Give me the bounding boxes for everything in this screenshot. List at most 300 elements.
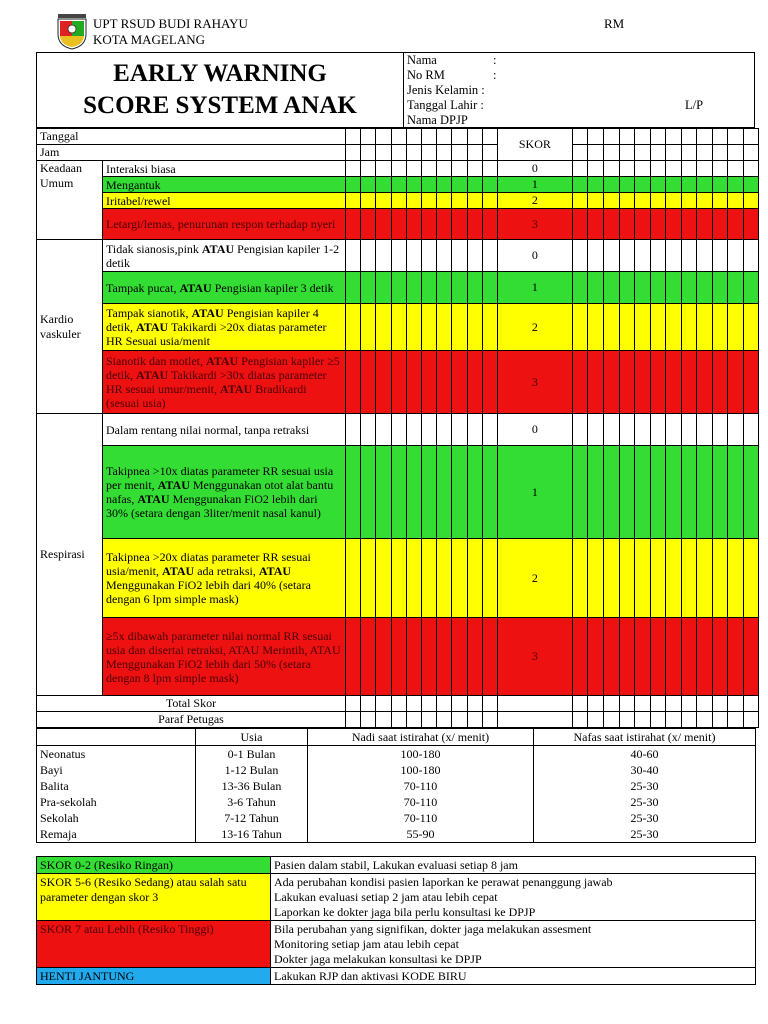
score-entry-cell[interactable]	[482, 177, 497, 193]
score-entry-cell[interactable]	[619, 161, 635, 177]
score-entry-cell[interactable]	[421, 351, 436, 414]
tanggal-entry-cell[interactable]	[697, 129, 713, 145]
score-entry-cell[interactable]	[619, 304, 635, 351]
score-entry-cell[interactable]	[467, 539, 482, 618]
score-entry-cell[interactable]	[588, 272, 604, 304]
jam-entry-cell[interactable]	[482, 145, 497, 161]
score-entry-cell[interactable]	[406, 304, 421, 351]
score-entry-cell[interactable]	[391, 193, 406, 209]
paraf-petugas-label-entry-cell[interactable]	[437, 712, 452, 728]
score-entry-cell[interactable]	[361, 161, 376, 177]
score-entry-cell[interactable]	[482, 272, 497, 304]
score-entry-cell[interactable]	[666, 446, 682, 539]
jam-entry-cell[interactable]	[712, 145, 728, 161]
total-skor-label-entry-cell[interactable]	[635, 696, 651, 712]
total-skor-label-entry-cell[interactable]	[361, 696, 376, 712]
jam-entry-cell[interactable]	[619, 145, 635, 161]
paraf-petugas-label-entry-cell[interactable]	[391, 712, 406, 728]
score-entry-cell[interactable]	[467, 193, 482, 209]
score-entry-cell[interactable]	[482, 161, 497, 177]
score-entry-cell[interactable]	[650, 193, 666, 209]
score-entry-cell[interactable]	[391, 304, 406, 351]
score-entry-cell[interactable]	[588, 618, 604, 696]
score-entry-cell[interactable]	[421, 414, 436, 446]
score-entry-cell[interactable]	[712, 193, 728, 209]
score-entry-cell[interactable]	[619, 193, 635, 209]
score-entry-cell[interactable]	[603, 240, 619, 272]
score-entry-cell[interactable]	[572, 209, 588, 240]
score-entry-cell[interactable]	[346, 539, 361, 618]
score-entry-cell[interactable]	[391, 240, 406, 272]
score-entry-cell[interactable]	[728, 539, 744, 618]
paraf-petugas-label-entry-cell[interactable]	[666, 712, 682, 728]
score-entry-cell[interactable]	[588, 209, 604, 240]
jam-entry-cell[interactable]	[572, 145, 588, 161]
score-entry-cell[interactable]	[743, 304, 759, 351]
score-entry-cell[interactable]	[619, 414, 635, 446]
paraf-petugas-label-entry-cell[interactable]	[572, 712, 588, 728]
total-skor-label-entry-cell[interactable]	[650, 696, 666, 712]
score-entry-cell[interactable]	[437, 193, 452, 209]
score-entry-cell[interactable]	[376, 240, 391, 272]
score-entry-cell[interactable]	[361, 272, 376, 304]
score-entry-cell[interactable]	[437, 177, 452, 193]
score-entry-cell[interactable]	[452, 446, 467, 539]
total-skor-label-entry-cell[interactable]	[482, 696, 497, 712]
score-entry-cell[interactable]	[467, 618, 482, 696]
total-skor-label-entry-cell[interactable]	[391, 696, 406, 712]
score-entry-cell[interactable]	[619, 209, 635, 240]
score-entry-cell[interactable]	[376, 209, 391, 240]
score-entry-cell[interactable]	[437, 618, 452, 696]
score-entry-cell[interactable]	[635, 193, 651, 209]
score-entry-cell[interactable]	[743, 446, 759, 539]
score-entry-cell[interactable]	[681, 209, 697, 240]
score-entry-cell[interactable]	[376, 161, 391, 177]
score-entry-cell[interactable]	[712, 240, 728, 272]
score-entry-cell[interactable]	[619, 177, 635, 193]
score-entry-cell[interactable]	[635, 209, 651, 240]
score-entry-cell[interactable]	[376, 539, 391, 618]
score-entry-cell[interactable]	[467, 351, 482, 414]
paraf-petugas-label-entry-cell[interactable]	[482, 712, 497, 728]
score-entry-cell[interactable]	[650, 351, 666, 414]
total-skor-label-entry-cell[interactable]	[406, 696, 421, 712]
score-entry-cell[interactable]	[603, 177, 619, 193]
score-entry-cell[interactable]	[406, 272, 421, 304]
score-entry-cell[interactable]	[666, 539, 682, 618]
jam-entry-cell[interactable]	[697, 145, 713, 161]
score-entry-cell[interactable]	[635, 351, 651, 414]
score-entry-cell[interactable]	[697, 161, 713, 177]
score-entry-cell[interactable]	[361, 177, 376, 193]
score-entry-cell[interactable]	[743, 351, 759, 414]
score-entry-cell[interactable]	[743, 414, 759, 446]
score-entry-cell[interactable]	[681, 240, 697, 272]
score-entry-cell[interactable]	[666, 618, 682, 696]
score-entry-cell[interactable]	[437, 272, 452, 304]
score-entry-cell[interactable]	[572, 272, 588, 304]
score-entry-cell[interactable]	[391, 618, 406, 696]
score-entry-cell[interactable]	[588, 351, 604, 414]
score-entry-cell[interactable]	[650, 539, 666, 618]
score-entry-cell[interactable]	[437, 414, 452, 446]
score-entry-cell[interactable]	[482, 539, 497, 618]
total-skor-label-entry-cell[interactable]	[452, 696, 467, 712]
score-entry-cell[interactable]	[728, 177, 744, 193]
score-entry-cell[interactable]	[391, 539, 406, 618]
score-entry-cell[interactable]	[452, 272, 467, 304]
score-entry-cell[interactable]	[361, 193, 376, 209]
tanggal-entry-cell[interactable]	[712, 129, 728, 145]
score-entry-cell[interactable]	[406, 193, 421, 209]
tanggal-entry-cell[interactable]	[728, 129, 744, 145]
score-entry-cell[interactable]	[588, 304, 604, 351]
score-entry-cell[interactable]	[619, 618, 635, 696]
score-entry-cell[interactable]	[406, 177, 421, 193]
tanggal-entry-cell[interactable]	[743, 129, 759, 145]
tanggal-entry-cell[interactable]	[361, 129, 376, 145]
score-entry-cell[interactable]	[346, 414, 361, 446]
score-entry-cell[interactable]	[452, 193, 467, 209]
paraf-petugas-label-entry-cell[interactable]	[376, 712, 391, 728]
paraf-petugas-label-entry-cell[interactable]	[681, 712, 697, 728]
score-entry-cell[interactable]	[743, 272, 759, 304]
score-entry-cell[interactable]	[482, 618, 497, 696]
score-entry-cell[interactable]	[650, 209, 666, 240]
score-entry-cell[interactable]	[406, 209, 421, 240]
jam-entry-cell[interactable]	[437, 145, 452, 161]
score-entry-cell[interactable]	[697, 272, 713, 304]
score-entry-cell[interactable]	[728, 272, 744, 304]
score-entry-cell[interactable]	[346, 351, 361, 414]
score-entry-cell[interactable]	[712, 177, 728, 193]
score-entry-cell[interactable]	[681, 539, 697, 618]
score-entry-cell[interactable]	[650, 177, 666, 193]
score-entry-cell[interactable]	[666, 414, 682, 446]
paraf-petugas-label-entry-cell[interactable]	[361, 712, 376, 728]
score-entry-cell[interactable]	[572, 177, 588, 193]
score-entry-cell[interactable]	[572, 304, 588, 351]
paraf-petugas-label-entry-cell[interactable]	[619, 712, 635, 728]
score-entry-cell[interactable]	[619, 240, 635, 272]
score-entry-cell[interactable]	[452, 539, 467, 618]
paraf-petugas-label-entry-cell[interactable]	[603, 712, 619, 728]
score-entry-cell[interactable]	[681, 351, 697, 414]
score-entry-cell[interactable]	[681, 446, 697, 539]
score-entry-cell[interactable]	[376, 272, 391, 304]
score-entry-cell[interactable]	[681, 177, 697, 193]
score-entry-cell[interactable]	[346, 240, 361, 272]
total-skor-label-entry-cell[interactable]	[603, 696, 619, 712]
score-entry-cell[interactable]	[346, 304, 361, 351]
score-entry-cell[interactable]	[697, 618, 713, 696]
total-skor-label-entry-cell[interactable]	[572, 696, 588, 712]
score-entry-cell[interactable]	[666, 161, 682, 177]
score-entry-cell[interactable]	[376, 177, 391, 193]
score-entry-cell[interactable]	[697, 351, 713, 414]
tanggal-entry-cell[interactable]	[346, 129, 361, 145]
score-entry-cell[interactable]	[603, 304, 619, 351]
score-entry-cell[interactable]	[681, 618, 697, 696]
jam-entry-cell[interactable]	[452, 145, 467, 161]
score-entry-cell[interactable]	[588, 193, 604, 209]
score-entry-cell[interactable]	[376, 351, 391, 414]
score-entry-cell[interactable]	[728, 161, 744, 177]
score-entry-cell[interactable]	[391, 446, 406, 539]
score-entry-cell[interactable]	[437, 209, 452, 240]
score-entry-cell[interactable]	[452, 209, 467, 240]
score-entry-cell[interactable]	[361, 618, 376, 696]
score-entry-cell[interactable]	[650, 446, 666, 539]
score-entry-cell[interactable]	[666, 240, 682, 272]
score-entry-cell[interactable]	[421, 446, 436, 539]
score-entry-cell[interactable]	[603, 272, 619, 304]
score-entry-cell[interactable]	[346, 446, 361, 539]
score-entry-cell[interactable]	[603, 193, 619, 209]
total-skor-label-entry-cell[interactable]	[666, 696, 682, 712]
score-entry-cell[interactable]	[482, 414, 497, 446]
score-entry-cell[interactable]	[588, 161, 604, 177]
score-entry-cell[interactable]	[452, 161, 467, 177]
paraf-petugas-label-entry-cell[interactable]	[697, 712, 713, 728]
tanggal-entry-cell[interactable]	[467, 129, 482, 145]
tanggal-entry-cell[interactable]	[406, 129, 421, 145]
score-entry-cell[interactable]	[603, 161, 619, 177]
jam-entry-cell[interactable]	[467, 145, 482, 161]
score-entry-cell[interactable]	[467, 177, 482, 193]
score-entry-cell[interactable]	[391, 272, 406, 304]
score-entry-cell[interactable]	[650, 161, 666, 177]
score-entry-cell[interactable]	[728, 414, 744, 446]
score-entry-cell[interactable]	[391, 209, 406, 240]
score-entry-cell[interactable]	[346, 193, 361, 209]
score-entry-cell[interactable]	[406, 351, 421, 414]
tanggal-entry-cell[interactable]	[666, 129, 682, 145]
score-entry-cell[interactable]	[588, 539, 604, 618]
score-entry-cell[interactable]	[712, 618, 728, 696]
score-entry-cell[interactable]	[452, 304, 467, 351]
score-entry-cell[interactable]	[666, 177, 682, 193]
total-skor-label-entry-cell[interactable]	[376, 696, 391, 712]
score-entry-cell[interactable]	[572, 618, 588, 696]
score-entry-cell[interactable]	[635, 161, 651, 177]
score-entry-cell[interactable]	[361, 209, 376, 240]
score-entry-cell[interactable]	[437, 304, 452, 351]
score-entry-cell[interactable]	[467, 446, 482, 539]
score-entry-cell[interactable]	[743, 539, 759, 618]
score-entry-cell[interactable]	[697, 414, 713, 446]
score-entry-cell[interactable]	[619, 351, 635, 414]
score-entry-cell[interactable]	[666, 193, 682, 209]
total-skor-label-entry-cell[interactable]	[681, 696, 697, 712]
score-entry-cell[interactable]	[728, 209, 744, 240]
paraf-petugas-label-entry-cell[interactable]	[346, 712, 361, 728]
score-entry-cell[interactable]	[743, 209, 759, 240]
score-entry-cell[interactable]	[376, 446, 391, 539]
tanggal-entry-cell[interactable]	[376, 129, 391, 145]
score-entry-cell[interactable]	[437, 539, 452, 618]
score-entry-cell[interactable]	[697, 539, 713, 618]
score-entry-cell[interactable]	[572, 351, 588, 414]
score-entry-cell[interactable]	[482, 304, 497, 351]
score-entry-cell[interactable]	[681, 414, 697, 446]
paraf-petugas-label-entry-cell[interactable]	[452, 712, 467, 728]
score-entry-cell[interactable]	[728, 240, 744, 272]
score-entry-cell[interactable]	[346, 209, 361, 240]
score-entry-cell[interactable]	[437, 446, 452, 539]
score-entry-cell[interactable]	[635, 272, 651, 304]
jam-entry-cell[interactable]	[346, 145, 361, 161]
score-entry-cell[interactable]	[588, 414, 604, 446]
score-entry-cell[interactable]	[635, 177, 651, 193]
tanggal-entry-cell[interactable]	[437, 129, 452, 145]
score-entry-cell[interactable]	[603, 351, 619, 414]
score-entry-cell[interactable]	[650, 240, 666, 272]
score-entry-cell[interactable]	[635, 618, 651, 696]
score-entry-cell[interactable]	[406, 161, 421, 177]
score-entry-cell[interactable]	[346, 272, 361, 304]
score-entry-cell[interactable]	[391, 351, 406, 414]
score-entry-cell[interactable]	[743, 177, 759, 193]
score-entry-cell[interactable]	[452, 618, 467, 696]
score-entry-cell[interactable]	[361, 446, 376, 539]
total-skor-label-entry-cell[interactable]	[437, 696, 452, 712]
score-entry-cell[interactable]	[391, 177, 406, 193]
score-entry-cell[interactable]	[619, 272, 635, 304]
score-entry-cell[interactable]	[712, 272, 728, 304]
score-entry-cell[interactable]	[572, 193, 588, 209]
score-entry-cell[interactable]	[482, 209, 497, 240]
jam-entry-cell[interactable]	[361, 145, 376, 161]
score-entry-cell[interactable]	[452, 240, 467, 272]
paraf-petugas-label-entry-cell[interactable]	[588, 712, 604, 728]
score-entry-cell[interactable]	[406, 539, 421, 618]
score-entry-cell[interactable]	[467, 240, 482, 272]
score-entry-cell[interactable]	[712, 304, 728, 351]
score-entry-cell[interactable]	[650, 304, 666, 351]
jam-entry-cell[interactable]	[728, 145, 744, 161]
score-entry-cell[interactable]	[681, 272, 697, 304]
score-entry-cell[interactable]	[406, 240, 421, 272]
tanggal-entry-cell[interactable]	[650, 129, 666, 145]
score-entry-cell[interactable]	[361, 240, 376, 272]
paraf-petugas-label-entry-cell[interactable]	[650, 712, 666, 728]
score-entry-cell[interactable]	[346, 177, 361, 193]
paraf-petugas-label-entry-cell[interactable]	[635, 712, 651, 728]
score-entry-cell[interactable]	[603, 414, 619, 446]
score-entry-cell[interactable]	[635, 304, 651, 351]
score-entry-cell[interactable]	[728, 193, 744, 209]
total-skor-label-entry-cell[interactable]	[346, 696, 361, 712]
score-entry-cell[interactable]	[712, 539, 728, 618]
score-entry-cell[interactable]	[421, 240, 436, 272]
score-entry-cell[interactable]	[421, 272, 436, 304]
score-entry-cell[interactable]	[681, 193, 697, 209]
score-entry-cell[interactable]	[467, 304, 482, 351]
score-entry-cell[interactable]	[743, 161, 759, 177]
score-entry-cell[interactable]	[681, 161, 697, 177]
score-entry-cell[interactable]	[376, 618, 391, 696]
score-entry-cell[interactable]	[482, 193, 497, 209]
score-entry-cell[interactable]	[743, 618, 759, 696]
jam-entry-cell[interactable]	[635, 145, 651, 161]
total-skor-label-entry-cell[interactable]	[712, 696, 728, 712]
tanggal-entry-cell[interactable]	[603, 129, 619, 145]
score-entry-cell[interactable]	[697, 209, 713, 240]
tanggal-entry-cell[interactable]	[572, 129, 588, 145]
score-entry-cell[interactable]	[572, 240, 588, 272]
score-entry-cell[interactable]	[697, 304, 713, 351]
score-entry-cell[interactable]	[603, 618, 619, 696]
score-entry-cell[interactable]	[421, 539, 436, 618]
score-entry-cell[interactable]	[467, 161, 482, 177]
jam-entry-cell[interactable]	[666, 145, 682, 161]
tanggal-entry-cell[interactable]	[619, 129, 635, 145]
score-entry-cell[interactable]	[619, 539, 635, 618]
score-entry-cell[interactable]	[467, 414, 482, 446]
score-entry-cell[interactable]	[743, 240, 759, 272]
score-entry-cell[interactable]	[635, 414, 651, 446]
score-entry-cell[interactable]	[482, 240, 497, 272]
paraf-petugas-label-entry-cell[interactable]	[712, 712, 728, 728]
paraf-petugas-label-entry-cell[interactable]	[421, 712, 436, 728]
score-entry-cell[interactable]	[588, 177, 604, 193]
jam-entry-cell[interactable]	[376, 145, 391, 161]
score-entry-cell[interactable]	[391, 414, 406, 446]
score-entry-cell[interactable]	[712, 209, 728, 240]
jam-entry-cell[interactable]	[406, 145, 421, 161]
score-entry-cell[interactable]	[666, 209, 682, 240]
score-entry-cell[interactable]	[421, 177, 436, 193]
score-entry-cell[interactable]	[361, 351, 376, 414]
score-entry-cell[interactable]	[712, 446, 728, 539]
paraf-petugas-label-entry-cell[interactable]	[743, 712, 759, 728]
score-entry-cell[interactable]	[361, 414, 376, 446]
score-entry-cell[interactable]	[588, 446, 604, 539]
score-entry-cell[interactable]	[603, 446, 619, 539]
score-entry-cell[interactable]	[619, 446, 635, 539]
score-entry-cell[interactable]	[421, 304, 436, 351]
paraf-petugas-label-entry-cell[interactable]	[406, 712, 421, 728]
score-entry-cell[interactable]	[697, 446, 713, 539]
score-entry-cell[interactable]	[728, 304, 744, 351]
total-skor-label-entry-cell[interactable]	[619, 696, 635, 712]
total-skor-label-entry-cell[interactable]	[728, 696, 744, 712]
score-entry-cell[interactable]	[361, 304, 376, 351]
score-entry-cell[interactable]	[572, 414, 588, 446]
score-entry-cell[interactable]	[406, 414, 421, 446]
score-entry-cell[interactable]	[437, 161, 452, 177]
total-skor-label-entry-cell[interactable]	[467, 696, 482, 712]
jam-entry-cell[interactable]	[681, 145, 697, 161]
score-entry-cell[interactable]	[712, 351, 728, 414]
jam-entry-cell[interactable]	[743, 145, 759, 161]
score-entry-cell[interactable]	[603, 539, 619, 618]
score-entry-cell[interactable]	[603, 209, 619, 240]
total-skor-label-entry-cell[interactable]	[697, 696, 713, 712]
jam-entry-cell[interactable]	[650, 145, 666, 161]
score-entry-cell[interactable]	[666, 351, 682, 414]
score-entry-cell[interactable]	[467, 209, 482, 240]
score-entry-cell[interactable]	[421, 193, 436, 209]
tanggal-entry-cell[interactable]	[421, 129, 436, 145]
jam-entry-cell[interactable]	[391, 145, 406, 161]
score-entry-cell[interactable]	[712, 414, 728, 446]
score-entry-cell[interactable]	[697, 177, 713, 193]
score-entry-cell[interactable]	[635, 539, 651, 618]
score-entry-cell[interactable]	[588, 240, 604, 272]
